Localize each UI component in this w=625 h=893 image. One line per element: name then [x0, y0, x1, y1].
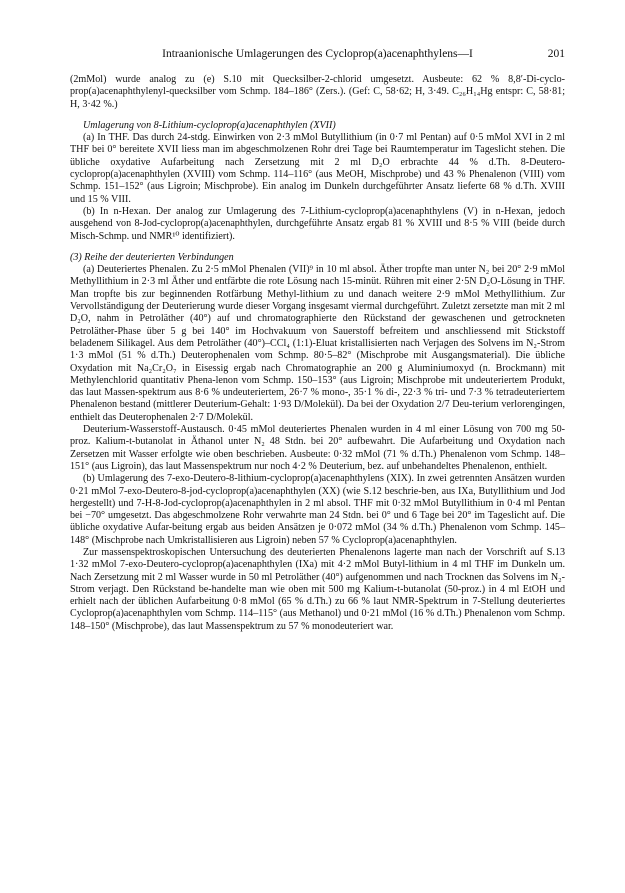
section-heading-deuterated-compounds: (3) Reihe der deuterierten Verbindungen — [70, 251, 234, 263]
paragraph-mercury-result: (2mMol) wurde analog zu (e) S.10 mit Quecksilber-2-chlorid umgesetzt. Ausbeute: 62 % 8,8′-Di-cyclo-prop(a)acenaphthylenyl-quecksilber vom Schmp. 184–186° (Zers.). (Gef: C, 58·62; H, 3·49. C₂₆H₁₄Hg entspr: C, 58·81; H, 3·42 %.) — [70, 74, 565, 110]
paragraph-deuterium-exchange: Deuterium-Wasserstoff-Austausch. 0·45 mMol deuteriertes Phenalen wurden in 4 ml einer Lösung von 700 mg 50-proz. Kalium-t-butanolat in Äthanol unter N₂ 48 Stdn. bei 20° aufbewahrt. Die Aufarbeitung und Oxydation nach Zersetzen mit Wasser erfolgte wie oben beschrieben. Ausbeute: 0·32 mMol (71 % d.Th.) Phenalenon vom Schmp. 148–151° (aus Ligroin), das laut Massenspektrum nur noch 4·2 % Deuterium, bez. auf unbehandeltes Phenalenon, enthielt. — [70, 424, 565, 472]
section-heading-lithium-rearrangement: Umlagerung von 8-Lithium-cycloprop(a)acenaphthylen (XVII) — [83, 119, 336, 131]
running-title: Intraanionische Umlagerungen des Cycloprop(a)acenaphthylens—I — [162, 48, 473, 60]
page-number: 201 — [547, 48, 565, 60]
paragraph-mass-spectrometry: Zur massenspektroskopischen Untersuchung des deuterierten Phenalenons lagerte man nach der Vorschrift auf S.13 1·32 mMol 7-exo-Deutero-cycloprop(a)acenaphthylen (IXa) mit 4·2 mMol Butyl-lithium in 4 ml THF im Dunkeln um. Nach Zersetzung mit 2 ml Wasser wurde in 50 ml Petroläther (40°) aufgenommen und nach Trocknen das Solvens im N₂-Strom verjagt. Den Rückstand be-handelte man wie oben mit 500 mg Kalium-t-butanolat (50-proz.) in 4 ml EtOH und erhielt nach der üblichen Aufarbeitung 0·8 mMol (65 % d.Th.) zu 66 % laut NMR-Spektrum in 7-Stellung deuteriertes Cycloprop(a)acenaphthylen vom Schmp. 114–115° (aus Methanol) und 0·21 mMol (16 % d.Th.) Phenalenon vom Schmp. 148–150° (Mischprobe), das laut Massenspektrum zu 57 % monodeuteriert war. — [70, 546, 565, 632]
running-header — [70, 48, 565, 62]
paragraph-in-thf: (a) In THF. Das durch 24-stdg. Einwirken von 2·3 mMol Butyllithium (in 0·7 ml Pentan) auf 0·5 mMol XVI in 2 ml THF bei 0° bereitete XVII liess man im abgeschmolzenen Rohr drei Tage bei Raumtemperatur im Tageslicht stehen. Die übliche oxydative Aufarbeitung nach Zersetzung mit 2 ml D₂O erbrachte 44 % d.Th. 8-Deutero-cycloprop(a)acenaphthylen (XVIII) vom Schmp. 114–116° (aus MeOH, Mischprobe) und 43 % Phenalenon (VIII) vom Schmp. 151–152° (aus Ligroin; Mischprobe). Ein analog im Dunkeln durchgeführter Ansatz lieferte 68 % d.Th. XVIII und 15 % VIII. — [70, 132, 565, 205]
paragraph-in-hexane: (b) In n-Hexan. Der analog zur Umlagerung des 7-Lithium-cycloprop(a)acenaphthylens (V) in n-Hexan, jedoch ausgehend von 8-Jod-cycloprop(a)acenaphthylen, durchgeführte Ansatz ergab 81 % XVIII und 8·5 % VIII (beide durch Misch-Schmp. und NMR¹⁰ identifiziert). — [70, 205, 565, 242]
paragraph-deuterated-phenalene: (a) Deuteriertes Phenalen. Zu 2·5 mMol Phenalen (VII)⁹ in 10 ml absol. Äther tropfte man unter N₂ bei 20° 2·9 mMol Methyllithium in 2·3 ml Äther und entfärbte die rote Lösung nach 15-minüt. Rühren mit einer 2·5N D₂O-Lösung in THF. Man tropfte bis zur beginnenden Rotfärbung Methyl-lithium zu und danach weitere 2·9 mMol Methyllithium. Zur Vervollständigung der Deuterierung wurde dieser Vorgang insgesamt viermal durchgeführt. Zuletzt zersetzte man mit 2 ml D₂O, nahm in Petroläther (40°) auf und chromatographierte den Rückstand der gewaschenen und getrockneten Petroläther-Phase über 5 g bei 140° im Hochvakuum von Sauerstoff befreitem und anschliessend mit Stickstoff beladenem Silikagel. Aus dem Petroläther (40°)–CCl₄ (1:1)-Eluat kristallisierten nach Verjagen des Solvens im N₂-Strom 1·3 mMol (51 % d.Th.) Deuterophenalen vom Schmp. 80·5–82° (Mischprobe mit Ausgangsmaterial). Die übliche Oxydation mit Na₂Cr₂O₇ in Eisessig ergab nach Chromatographie an 200 g Aluminiumoxyd (n. Brockmann) mit Methylenchlorid quantitativ Phena-lenon vom Schmp. 150–153° (aus Ligroin; Mischprobe mit undeuteriertem Produkt, das laut Massen-spektrum aus 8·6 % undeuteriertem, 26·7 % mono-, 35·1 % di-, 22·3 % tri- und 7·3 % tetradeuteriertem Phenalenon bestand (mittlerer Deuterium-Gehalt: 1·93 D/Molekül). Da bei der Oxydation 2/7 Deu-terium verlorengingen, enthielt das Deuterophenalen 2·7 D/Molekül. — [70, 264, 565, 423]
article-body — [70, 74, 565, 633]
paragraph-exo-deutero-rearrangement: (b) Umlagerung des 7-exo-Deutero-8-lithium-cycloprop(a)acenaphthylens (XIX). In zwei getrennten Ansätzen wurden 0·21 mMol 7-exo-Deutero-8-jod-cycloprop(a)acenaphthylen (XX) (wie S.12 beschrie-ben, aus IXa, Butyllithium und Jod hergestellt) und 7-H-8-Jod-cycloprop(a)acenaphthylen in 2 ml absol. THF mit 0·32 mMol Butyllithium in 0·4 ml Pentan bei −70° umgesetzt. Das abgeschmolzene Rohr verwahrte man 24 Stdn. bei 0° und 6 Tage bei 20° im Tageslicht auf. Die übliche oxydative Aufar-beitung ergab aus beiden Ansätzen je 0·072 mMol (34 % d.Th.) Phenalenon vom Schmp. 145–148° (Mischprobe nach Umkristallisieren aus Ligroin) neben 57 % Cycloprop(a)acenaphthylen. — [70, 473, 565, 546]
